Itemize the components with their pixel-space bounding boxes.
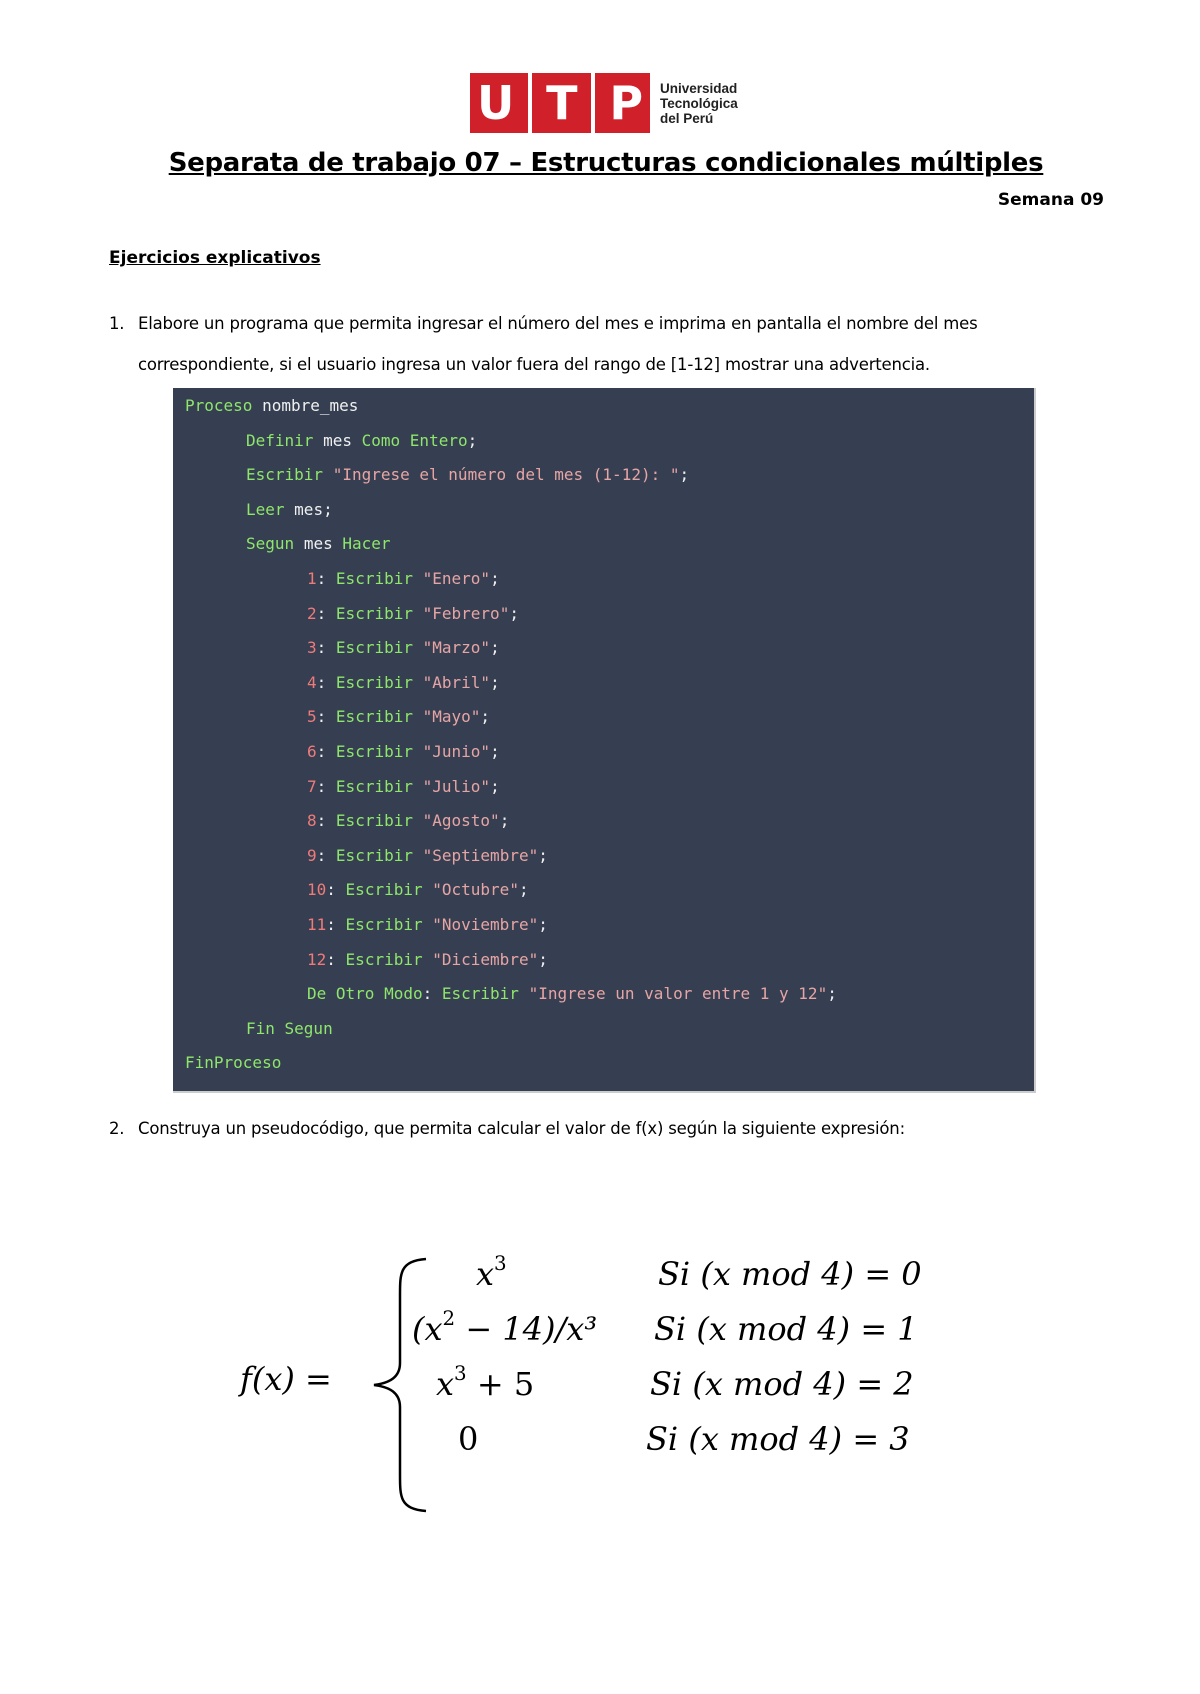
keyword: Escribir <box>335 672 413 692</box>
punctuation: : <box>316 568 327 588</box>
string-literal: "Febrero" <box>422 603 510 623</box>
keyword: Escribir <box>246 465 324 485</box>
keyword: Escribir <box>335 845 413 865</box>
exercise-number: 2. <box>109 1119 125 1138</box>
case-number: 4 <box>307 672 317 692</box>
code-block <box>173 388 1036 1093</box>
keyword: Definir <box>246 430 314 450</box>
keyword: Escribir <box>335 776 413 796</box>
exercise-2 <box>109 1108 1109 1149</box>
code-case-line <box>185 568 1034 603</box>
string-literal: "Mayo" <box>422 707 481 727</box>
keyword: Como <box>361 430 401 450</box>
punctuation: ; <box>490 776 500 796</box>
piecewise-formula <box>230 1252 930 1515</box>
punctuation: ; <box>679 465 690 485</box>
document-title: Separata de trabajo 07 – Estructuras condicionales múltiples <box>168 148 1044 178</box>
keyword: Hacer <box>342 534 391 554</box>
code-case-line <box>185 949 1034 984</box>
punctuation: ; <box>467 430 478 450</box>
case-number: 11 <box>307 914 327 934</box>
code-case-line <box>185 603 1034 638</box>
punctuation: ; <box>538 949 548 969</box>
punctuation: ; <box>509 603 519 623</box>
punctuation: ; <box>323 499 333 519</box>
keyword: Escribir <box>335 811 413 831</box>
punctuation: : <box>316 741 327 761</box>
case-number: 6 <box>307 741 317 761</box>
string-literal: "Junio" <box>422 741 491 761</box>
code-line <box>185 1018 1034 1053</box>
exercise-number: 1. <box>109 314 125 333</box>
case-number: 7 <box>307 776 317 796</box>
punctuation: ; <box>499 811 510 831</box>
punctuation: ; <box>490 638 500 658</box>
exercise-1 <box>109 303 1109 385</box>
string-literal: "Octubre" <box>432 880 519 900</box>
code-line <box>185 464 1034 499</box>
punctuation: : <box>316 811 327 831</box>
formula-lhs: f(x) = <box>240 1360 332 1398</box>
logo-divider <box>528 73 532 133</box>
code-line <box>185 499 1034 534</box>
logo-letter-u: U <box>476 76 515 130</box>
punctuation: : <box>316 845 327 865</box>
case-number: 10 <box>307 880 327 900</box>
punctuation: : <box>326 914 336 934</box>
formula-expression: $(x^2 - 14)/x^3$ <box>412 1307 598 1348</box>
logo-line: del Perú <box>660 110 714 126</box>
case-number: 9 <box>307 845 317 865</box>
punctuation: : <box>326 880 336 900</box>
formula-expression: $x^3 + 5$ <box>436 1362 535 1403</box>
keyword: De Otro Modo <box>307 984 423 1004</box>
punctuation: ; <box>490 568 500 588</box>
keyword: Entero <box>409 430 468 450</box>
keyword: Escribir <box>335 741 413 761</box>
code-case-line <box>185 810 1034 845</box>
code-case-line <box>185 706 1034 741</box>
punctuation: : <box>316 638 327 658</box>
punctuation: : <box>316 776 327 796</box>
code-case-line <box>185 637 1034 672</box>
code-case-line <box>185 672 1034 707</box>
code-line <box>185 395 1034 430</box>
logo-wordmark <box>660 81 738 126</box>
punctuation: ; <box>480 707 491 727</box>
logo-mark <box>470 73 650 133</box>
keyword: Segun <box>246 534 295 554</box>
code-case-line <box>185 845 1034 880</box>
punctuation: : <box>316 603 327 623</box>
string-literal: "Diciembre" <box>432 949 539 969</box>
code-line <box>185 430 1034 465</box>
keyword: FinProceso <box>185 1053 282 1073</box>
keyword: Escribir <box>441 984 519 1004</box>
string-literal: "Enero" <box>422 568 491 588</box>
left-brace-icon <box>370 1255 430 1515</box>
string-literal: "Septiembre" <box>422 845 539 865</box>
code-line <box>185 983 1034 1018</box>
case-number: 1 <box>307 568 317 588</box>
formula-condition: Si (x mod 4) = 1 <box>654 1310 918 1348</box>
keyword: Escribir <box>335 707 413 727</box>
keyword: Leer <box>246 499 285 519</box>
keyword: Escribir <box>335 603 413 623</box>
string-literal: "Ingrese el número del mes (1-12): " <box>332 465 680 485</box>
keyword: Escribir <box>335 568 413 588</box>
keyword: Escribir <box>345 880 423 900</box>
string-literal: "Ingrese un valor entre 1 y 12" <box>528 984 828 1004</box>
logo-letter-t: T <box>546 76 578 130</box>
code-case-line <box>185 741 1034 776</box>
case-number: 8 <box>307 811 317 831</box>
punctuation: ; <box>518 880 529 900</box>
utp-logo <box>470 73 738 133</box>
case-number: 12 <box>307 949 327 969</box>
exercise-text-line: Construya un pseudocódigo, que permita calcular el valor de f(x) según la siguiente expresión: <box>138 1119 905 1138</box>
punctuation: ; <box>538 914 548 934</box>
keyword: Proceso <box>185 396 253 415</box>
code-case-line <box>185 879 1034 914</box>
formula-condition: Si (x mod 4) = 2 <box>650 1365 914 1403</box>
keyword: Fin Segun <box>246 1018 333 1038</box>
identifier: nombre_mes <box>262 396 359 415</box>
identifier: mes <box>303 534 333 554</box>
code-line <box>185 533 1034 568</box>
code-case-line <box>185 776 1034 811</box>
identifier: mes <box>294 499 324 519</box>
punctuation: ; <box>490 741 500 761</box>
formula-condition: Si (x mod 4) = 3 <box>646 1420 910 1458</box>
section-heading: Ejercicios explicativos <box>109 248 321 268</box>
punctuation: : <box>326 949 336 969</box>
logo-line: Universidad <box>660 80 738 96</box>
punctuation: ; <box>490 672 500 692</box>
formula-expression: 0 <box>458 1420 479 1458</box>
keyword: Escribir <box>345 914 423 934</box>
logo-line: Tecnológica <box>660 95 738 111</box>
string-literal: "Agosto" <box>422 811 500 831</box>
string-literal: "Marzo" <box>422 638 491 658</box>
punctuation: : <box>422 984 433 1004</box>
identifier: mes <box>323 430 352 450</box>
punctuation: ; <box>827 984 837 1004</box>
string-literal: "Julio" <box>422 776 491 796</box>
exercise-text-line: correspondiente, si el usuario ingresa un valor fuera del rango de [1-12] mostrar una advertencia. <box>138 355 930 374</box>
case-number: 3 <box>307 638 317 658</box>
punctuation: : <box>316 672 327 692</box>
code-line <box>185 1052 1034 1087</box>
string-literal: "Abril" <box>422 672 491 692</box>
string-literal: "Noviembre" <box>432 914 539 934</box>
case-number: 2 <box>307 603 317 623</box>
case-number: 5 <box>307 707 317 727</box>
code-case-line <box>185 914 1034 949</box>
keyword: Escribir <box>345 949 423 969</box>
week-label: Semana 09 <box>997 190 1104 210</box>
formula-expression: $x^3$ <box>476 1252 507 1293</box>
punctuation: : <box>316 707 327 727</box>
keyword: Escribir <box>335 638 413 658</box>
formula-condition: Si (x mod 4) = 0 <box>658 1255 922 1293</box>
logo-letter-p: P <box>609 76 644 130</box>
logo-divider <box>591 73 595 133</box>
exercise-text-line: Elabore un programa que permita ingresar el número del mes e imprima en pantalla el nombre del mes <box>138 314 978 333</box>
punctuation: ; <box>538 845 548 865</box>
